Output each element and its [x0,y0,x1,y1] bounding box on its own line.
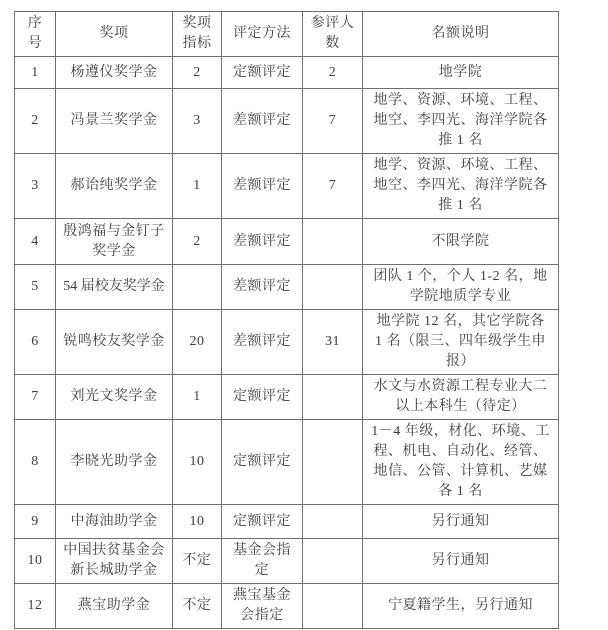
cell: 另行通知 [363,539,559,584]
cell: 7 [303,154,363,219]
cell: 54 届校友奖学金 [56,265,173,310]
cell [303,265,363,310]
table-row [15,57,559,89]
cell: 1 [173,154,222,219]
cell: 4 [15,219,56,265]
column-header: 序号 [15,12,56,57]
cell: 杨遵仪奖学金 [56,57,173,89]
cell: 不定 [173,584,222,629]
cell: 2 [173,219,222,265]
cell: 2 [173,57,222,89]
table-row [15,505,559,539]
cell: 1 [15,57,56,89]
cell: 不限学院 [363,219,559,265]
column-header: 参评人数 [303,12,363,57]
table-row [15,310,559,375]
cell: 31 [303,310,363,375]
cell: 差额评定 [222,154,303,219]
cell: 郝诒纯奖学金 [56,154,173,219]
cell: 冯景兰奖学金 [56,89,173,154]
cell: 李晓光助学金 [56,420,173,505]
cell: 8 [15,420,56,505]
column-header: 评定方法 [222,12,303,57]
table-row [15,539,559,584]
cell: 定额评定 [222,57,303,89]
cell: 2 [15,89,56,154]
cell: 差额评定 [222,89,303,154]
cell: 地学、资源、环境、工程、地空、李四光、海洋学院各推 1 名 [363,154,559,219]
table-row [15,375,559,420]
cell: 燕宝助学金 [56,584,173,629]
table-header [15,12,559,57]
cell: 锐鸣校友奖学金 [56,310,173,375]
cell: 水文与水资源工程专业大二以上本科生（待定） [363,375,559,420]
cell: 差额评定 [222,219,303,265]
cell: 地学院 [363,57,559,89]
cell: 3 [173,89,222,154]
table-row [15,89,559,154]
cell [303,375,363,420]
table-row [15,219,559,265]
cell: 差额评定 [222,265,303,310]
cell: 20 [173,310,222,375]
cell [303,539,363,584]
cell: 中国扶贫基金会新长城助学金 [56,539,173,584]
cell: 9 [15,505,56,539]
cell [173,265,222,310]
table-row [15,154,559,219]
cell: 刘光文奖学金 [56,375,173,420]
cell: 定额评定 [222,375,303,420]
cell: 3 [15,154,56,219]
cell: 地学、资源、环境、工程、地空、李四光、海洋学院各推 1 名 [363,89,559,154]
cell: 1 [173,375,222,420]
cell: 差额评定 [222,310,303,375]
cell [303,584,363,629]
cell: 不定 [173,539,222,584]
cell: 另行通知 [363,505,559,539]
cell: 10 [173,420,222,505]
cell: 7 [303,89,363,154]
cell: 定额评定 [222,505,303,539]
table-row [15,265,559,310]
cell: 殷鸿福与金钉子奖学金 [56,219,173,265]
cell: 5 [15,265,56,310]
cell: 6 [15,310,56,375]
cell: 定额评定 [222,420,303,505]
cell: 基金会指定 [222,539,303,584]
header-row [15,12,559,57]
table-row [15,420,559,505]
cell [303,505,363,539]
cell: 10 [173,505,222,539]
cell [303,219,363,265]
cell: 10 [15,539,56,584]
cell: 中海油助学金 [56,505,173,539]
cell: 团队 1 个，个人 1-2 名，地学院地质学专业 [363,265,559,310]
column-header: 名额说明 [363,12,559,57]
column-header: 奖项指标 [173,12,222,57]
cell: 7 [15,375,56,420]
cell: 1－4 年级，材化、环境、工程、机电、自动化、经管、地信、公管、计算机、艺媒各 1 名 [363,420,559,505]
cell [303,420,363,505]
scholarship-award-table [14,11,559,629]
cell: 燕宝基金会指定 [222,584,303,629]
cell: 12 [15,584,56,629]
cell: 宁夏籍学生，另行通知 [363,584,559,629]
cell: 地学院 12 名，其它学院各 1 名（限三、四年级学生申报） [363,310,559,375]
column-header: 奖项 [56,12,173,57]
cell: 2 [303,57,363,89]
table-row [15,584,559,629]
table-body [15,57,559,629]
